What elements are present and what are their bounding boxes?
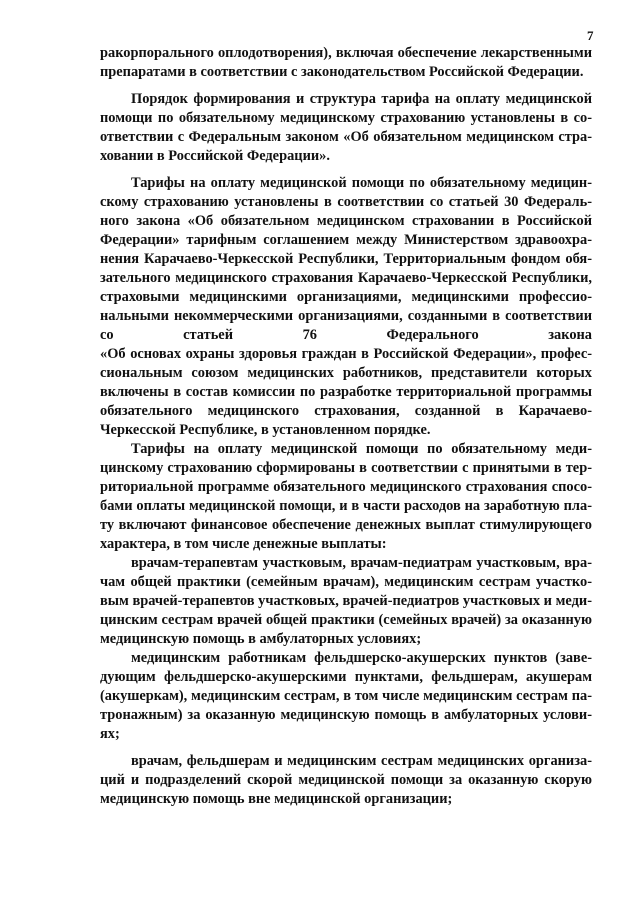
text-line: медицинскую помощь вне медицинской организации; (100, 791, 453, 807)
text-line: характера, в том числе денежные выплаты: (100, 536, 387, 552)
document-body (100, 44, 592, 809)
page-number: 7 (587, 28, 594, 43)
text-line: медицинским работникам фельдшерско-акушерских пунктов (заве- (131, 650, 592, 666)
text-line: зательного медицинского страхования Карачаево-Черкесской Республики, (100, 270, 592, 286)
text-line: дующим фельдшерско-акушерскими пунктами, фельдшерам, акушерам (100, 669, 592, 685)
text-line: чам общей практики (семейным врачам), медицинским сестрам участко- (100, 574, 592, 590)
text-line: Тарифы на оплату медицинской помощи по обязательному меди- (131, 441, 592, 457)
text-line: страховыми медицинскими организациями, медицинскими профессио- (100, 289, 592, 305)
text-line: ответствии с Федеральным законом «Об обязательном медицинском стра- (100, 129, 592, 145)
text-line: тронажным) за оказанную медицинскую помощь в амбулаторных услови- (100, 707, 592, 723)
text-line: Тарифы на оплату медицинской помощи по обязательному медицин- (131, 175, 592, 191)
text-line: цинскому страхованию сформированы в соответствии с принятыми в тер- (100, 460, 592, 476)
text-line: Черкесской Республике, в установленном порядке. (100, 422, 431, 438)
text-line: включены в состав комиссии по разработке территориальной программы (100, 384, 592, 400)
text-line: ховании в Российской Федерации». (100, 148, 330, 164)
text-line: (акушеркам), медицинским сестрам, в том числе медицинским сестрам па- (100, 688, 592, 704)
text-line: нения Карачаево-Черкесской Республики, Территориальным фондом обя- (100, 251, 592, 267)
text-line: бами оплаты медицинской помощи, и в части расходов на заработную пла- (100, 498, 592, 514)
text-line: Федерации» тарифным соглашением между Министерством здравоохра- (100, 232, 592, 248)
text-line: ракорпорального оплодотворения), включая обеспечение лекарственными (100, 45, 592, 61)
text-line: ту включают финансовое обеспечение денежных выплат стимулирующего (100, 517, 592, 533)
text-line: помощи по обязательному медицинскому страхованию установлены в со- (100, 110, 592, 126)
text-line: врачам-терапевтам участковым, врачам-педиатрам участковым, вра- (131, 555, 592, 571)
text-line: врачам, фельдшерам и медицинским сестрам медицинских организа- (131, 753, 592, 769)
text-line: «Об основах охраны здоровья граждан в Российской Федерации», профес- (100, 346, 592, 362)
text-line: вым врачей-терапевтов участковых, врачей-педиатров участковых и меди- (100, 593, 592, 609)
text-line: обязательного медицинского страхования, созданной в Карачаево- (100, 403, 592, 419)
text-line: ций и подразделений скорой медицинской помощи за оказанную скорую (100, 772, 592, 788)
text-line: цинским сестрам врачей общей практики (семейных врачей) за оказанную (100, 612, 592, 628)
text-line: риториальной программе обязательного медицинского страхования спосо- (100, 479, 592, 495)
text-line: нальными некоммерческими организациями, созданными в соответствии (100, 308, 592, 324)
text-line: Порядок формирования и структура тарифа на оплату медицинской (131, 91, 592, 107)
text-line: со статьей 76 Федерального закона (100, 327, 592, 343)
text-line: скому страхованию установлены в соответствии со статьей 30 Федераль- (100, 194, 592, 210)
text-line: сиональным союзом медицинских работников, представители которых (100, 365, 592, 381)
text-line: медицинскую помощь в амбулаторных условиях; (100, 631, 422, 647)
text-line: ях; (100, 726, 120, 742)
text-line: препаратами в соответствии с законодательством Российской Федерации. (100, 64, 584, 80)
text-line: ного закона «Об обязательном медицинском страховании в Российской (100, 213, 592, 229)
